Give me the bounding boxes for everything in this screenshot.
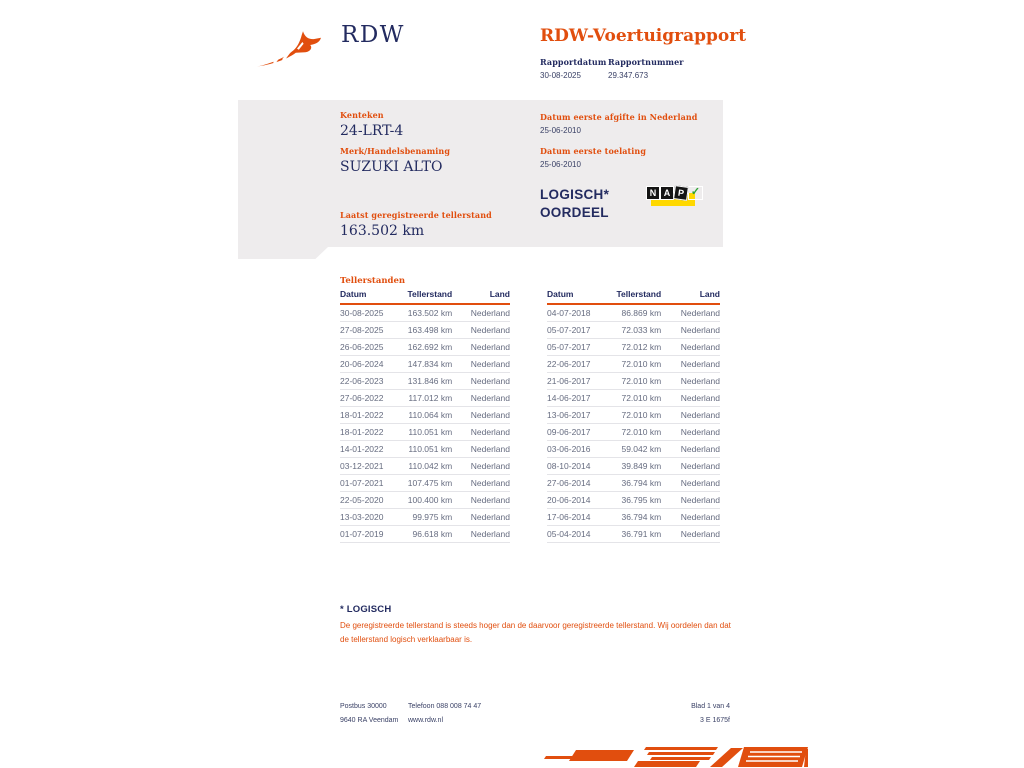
nap-tiles [646,186,703,200]
cell-tellerstand: 72.033 km [606,322,661,339]
rdw-stripes-graphic [538,744,808,768]
table-row [340,509,510,526]
note-body: De geregistreerde tellerstand is steeds hoger dan de daarvoor geregistreerde tellerstand. Wij oordelen dan dat de tellerstand logisch verklaarbaar is. [340,621,731,644]
cell-tellerstand: 100.400 km [398,492,452,509]
cell-tellerstand: 107.475 km [398,475,452,492]
cell-tellerstand: 117.012 km [398,390,452,407]
cell-tellerstand: 59.042 km [606,441,661,458]
cell-land: Nederland [661,356,720,373]
merk-field [340,146,450,175]
oordeel-verdict [540,186,609,222]
footer-contact [408,700,481,728]
cell-land: Nederland [661,458,720,475]
kenteken-label: Kenteken [340,110,384,120]
cell-datum: 30-08-2025 [340,304,398,322]
table-row [340,424,510,441]
cell-land: Nederland [452,475,510,492]
cell-tellerstand: 36.794 km [606,475,661,492]
afgifte-label: Datum eerste afgifte in Nederland [540,112,698,122]
cell-datum: 21-06-2017 [547,373,606,390]
cell-land: Nederland [661,407,720,424]
cell-datum: 26-06-2025 [340,339,398,356]
table-row [547,356,720,373]
cell-land: Nederland [452,304,510,322]
rdw-bird-icon [254,24,334,72]
report-number-block [608,57,684,80]
nap-logo [646,186,701,208]
cell-tellerstand: 110.042 km [398,458,452,475]
cell-tellerstand: 36.791 km [606,526,661,543]
table-row [340,407,510,424]
kenteken-value: 24-LRT-4 [340,123,404,139]
rdw-wordmark: RDW [341,22,405,48]
report-date-label: Rapportdatum [540,57,607,67]
tellerstand-label: Laatst geregistreerde tellerstand [340,210,492,220]
table-row [340,339,510,356]
cell-land: Nederland [452,492,510,509]
cell-tellerstand: 110.051 km [398,441,452,458]
cell-tellerstand: 36.795 km [606,492,661,509]
afgifte-value: 25-06-2010 [540,126,581,135]
cell-land: Nederland [661,424,720,441]
report-number-label: Rapportnummer [608,57,684,67]
table-row [340,304,510,322]
cell-datum: 17-06-2014 [547,509,606,526]
cell-tellerstand: 72.012 km [606,339,661,356]
table-header-row [340,287,510,304]
cell-tellerstand: 36.794 km [606,509,661,526]
cell-land: Nederland [452,424,510,441]
cell-tellerstand: 162.692 km [398,339,452,356]
table-row [340,492,510,509]
toelating-label: Datum eerste toelating [540,146,647,156]
cell-datum: 20-06-2024 [340,356,398,373]
page-footer [340,700,730,730]
table-row [547,390,720,407]
nap-letter-p: P [673,185,689,201]
cell-datum: 27-08-2025 [340,322,398,339]
nap-letter-a: A [660,186,674,200]
footer-pageinfo [691,700,730,728]
cell-datum: 05-04-2014 [547,526,606,543]
table-row [547,373,720,390]
cell-datum: 08-10-2014 [547,458,606,475]
cell-datum: 22-06-2017 [547,356,606,373]
tellerstand-field [340,210,492,239]
table-row [340,373,510,390]
cell-datum: 09-06-2017 [547,424,606,441]
cell-datum: 13-06-2017 [547,407,606,424]
toelating-field [540,146,646,169]
cell-datum: 14-01-2022 [340,441,398,458]
nap-letter-n: N [646,186,660,200]
cell-datum: 05-07-2017 [547,322,606,339]
cell-tellerstand: 163.498 km [398,322,452,339]
footer-phone: Telefoon 088 008 74 47 [408,703,482,710]
oordeel-line2: OORDEEL [540,205,609,220]
table-row [547,304,720,322]
table-row [547,526,720,543]
oordeel-line1: LOGISCH* [540,187,610,202]
cell-datum: 03-06-2016 [547,441,606,458]
cell-land: Nederland [452,339,510,356]
cell-tellerstand: 131.846 km [398,373,452,390]
nap-check-icon: ✓ [688,186,703,200]
toelating-value: 25-06-2010 [540,160,581,169]
cell-land: Nederland [661,390,720,407]
cell-tellerstand: 96.618 km [398,526,452,543]
cell-tellerstand: 72.010 km [606,356,661,373]
table-row [340,441,510,458]
table-row [340,356,510,373]
page-title: RDW-Voertuigrapport [540,26,747,46]
cell-land: Nederland [452,322,510,339]
tables-title: Tellerstanden [340,276,406,286]
column-header-datum: Datum [547,287,606,304]
note-title: * LOGISCH [340,604,392,615]
cell-tellerstand: 72.010 km [606,407,661,424]
cell-datum: 22-06-2023 [340,373,398,390]
column-header-datum: Datum [340,287,398,304]
cell-land: Nederland [452,526,510,543]
cell-datum: 13-03-2020 [340,509,398,526]
cell-datum: 14-06-2017 [547,390,606,407]
cell-land: Nederland [661,339,720,356]
table-row [547,509,720,526]
cell-land: Nederland [661,492,720,509]
cell-tellerstand: 72.010 km [606,390,661,407]
cell-datum: 18-01-2022 [340,407,398,424]
cell-tellerstand: 110.064 km [398,407,452,424]
cell-land: Nederland [452,441,510,458]
cell-land: Nederland [452,458,510,475]
report-meta [540,57,684,80]
odometer-table-left [340,287,510,543]
merk-label: Merk/Handelsbenaming [340,146,451,156]
report-number-value: 29.347.673 [608,71,649,80]
cell-datum: 04-07-2018 [547,304,606,322]
column-header-tellerstand: Tellerstand [606,287,661,304]
footer-address [340,700,398,728]
kenteken-field [340,110,403,139]
cell-land: Nederland [661,475,720,492]
table-row [547,407,720,424]
cell-tellerstand: 147.834 km [398,356,452,373]
merk-value: SUZUKI ALTO [340,159,443,175]
cell-land: Nederland [452,509,510,526]
column-header-land: Land [661,287,720,304]
cell-land: Nederland [661,509,720,526]
cell-tellerstand: 72.010 km [606,373,661,390]
cell-land: Nederland [661,322,720,339]
cell-datum: 05-07-2017 [547,339,606,356]
cell-land: Nederland [452,373,510,390]
cell-land: Nederland [661,526,720,543]
footer-page-number: Blad 1 van 4 [691,703,730,710]
cell-tellerstand: 39.849 km [606,458,661,475]
footer-form-code: 3 E 1675f [700,717,730,724]
report-date-value: 30-08-2025 [540,71,581,80]
table-row [340,526,510,543]
table-row [340,390,510,407]
cell-land: Nederland [452,407,510,424]
cell-tellerstand: 72.010 km [606,424,661,441]
cell-land: Nederland [661,441,720,458]
cell-datum: 03-12-2021 [340,458,398,475]
table-row [547,441,720,458]
afgifte-field [540,112,698,135]
cell-datum: 18-01-2022 [340,424,398,441]
footer-website-link[interactable]: www.rdw.nl [408,717,444,724]
table-row [340,475,510,492]
table-row [547,475,720,492]
cell-land: Nederland [661,373,720,390]
cell-land: Nederland [452,390,510,407]
table-row [547,424,720,441]
cell-datum: 27-06-2022 [340,390,398,407]
table-row [340,458,510,475]
cell-tellerstand: 86.869 km [606,304,661,322]
cell-datum: 01-07-2019 [340,526,398,543]
table-row [340,322,510,339]
vehicle-panel-tail [238,247,328,259]
column-header-land: Land [452,287,510,304]
table-row [547,458,720,475]
cell-datum: 22-05-2020 [340,492,398,509]
footer-address-line2: 9640 RA Veendam [340,717,399,724]
tellerstand-value: 163.502 km [340,223,425,239]
odometer-table-right [547,287,720,543]
table-row [547,339,720,356]
cell-datum: 01-07-2021 [340,475,398,492]
cell-datum: 20-06-2014 [547,492,606,509]
table-header-row [547,287,720,304]
table-row [547,492,720,509]
report-date-block [540,57,608,80]
cell-tellerstand: 99.975 km [398,509,452,526]
cell-land: Nederland [452,356,510,373]
cell-tellerstand: 163.502 km [398,304,452,322]
column-header-tellerstand: Tellerstand [398,287,452,304]
table-row [547,322,720,339]
cell-tellerstand: 110.051 km [398,424,452,441]
cell-land: Nederland [661,304,720,322]
footer-address-line1: Postbus 30000 [340,703,387,710]
cell-datum: 27-06-2014 [547,475,606,492]
